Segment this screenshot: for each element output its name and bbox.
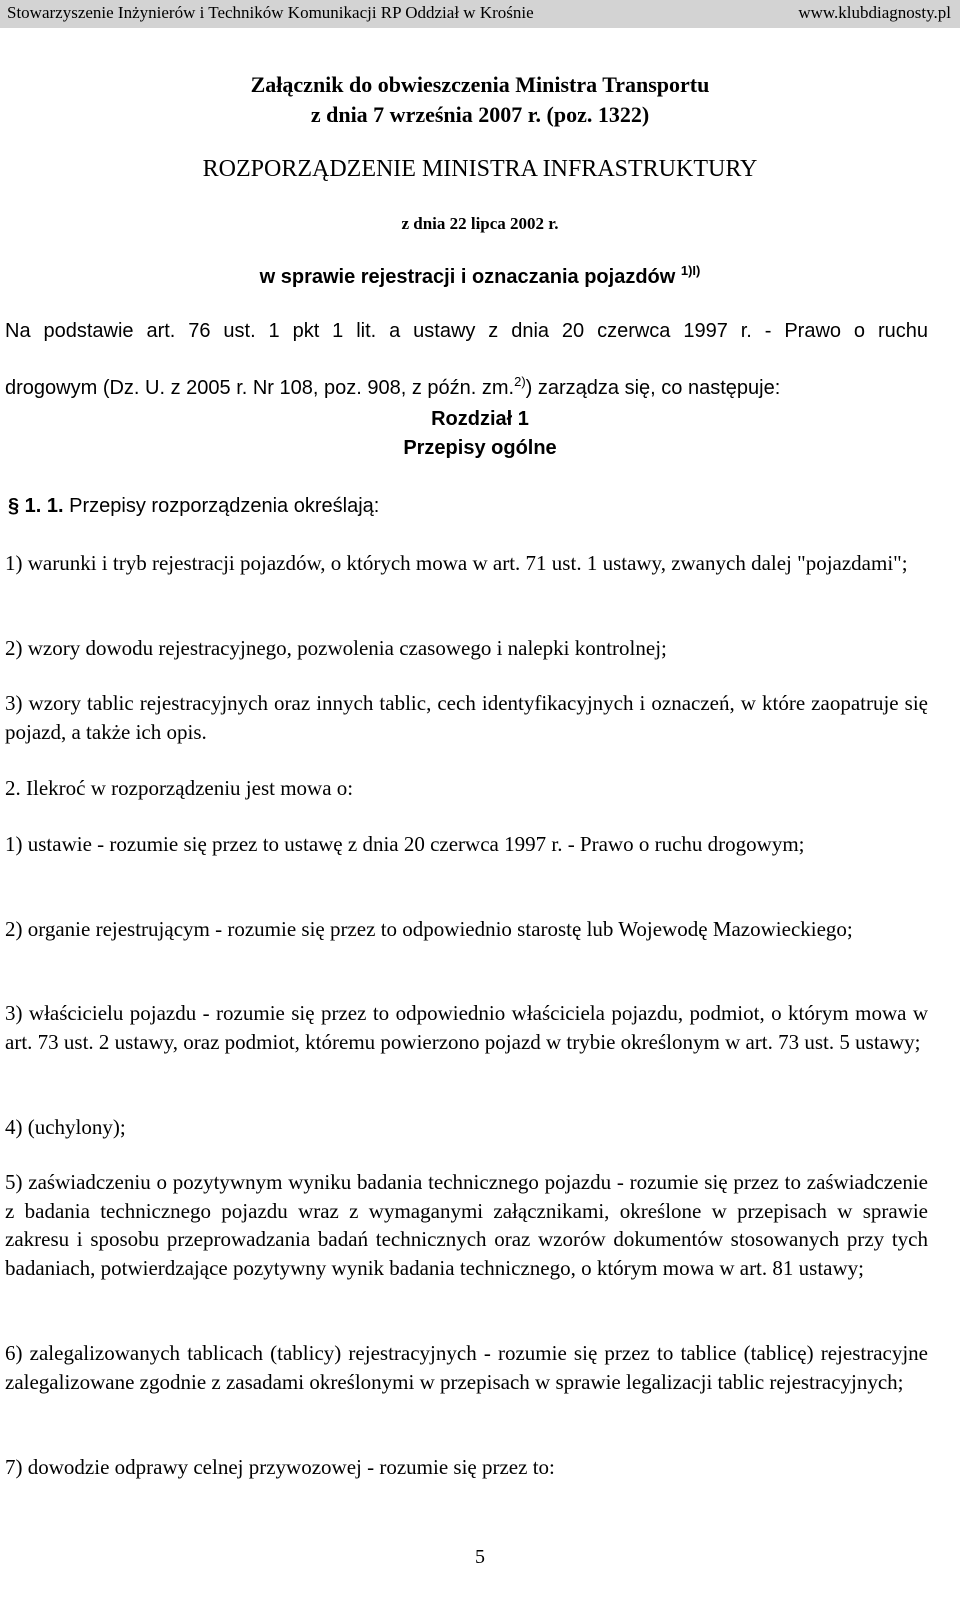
header-website: www.klubdiagnosty.pl xyxy=(798,3,951,22)
s2-item-7: 7) dowodzie odprawy celnej przywozowej - rozumie się przez to: xyxy=(5,1455,555,1479)
preamble-line1: Na podstawie art. 76 ust. 1 pkt 1 lit. a ustawy z dnia 20 czerwca 1997 r. - Prawo o ruchu xyxy=(5,320,928,342)
s2-item-3: 3) właścicielu pojazdu - rozumie się przez to odpowiednio właściciela pojazdu, podmiot, o którym mowa w art. 73 ust. 2 ustawy, oraz podmiot, któremu powierzono pojazd w trybie określonym w art. 73 ust. 5 ustawy; xyxy=(5,1001,928,1054)
section-1-text: Przepisy rozporządzenia określają: xyxy=(69,495,380,517)
s2-item-2: 2) organie rejestrującym - rozumie się przez to odpowiednio starostę lub Wojewodę Mazowieckiego; xyxy=(5,917,853,941)
annex-title-line1: Załącznik do obwieszczenia Ministra Transportu xyxy=(250,72,710,97)
section-1-label: § 1. 1. xyxy=(8,495,64,517)
s2-item-5: 5) zaświadczeniu o pozytywnym wyniku badania technicznego pojazdu - rozumie się przez to zaświadczenie z badania technicznego pojazdu wraz z wymaganymi załącznikami, określone w przepisach w sprawie zakresu i sposobu przeprowadzania badań technicznych oraz wzorów dokumentów stosowanych przy tych badaniach, potwierdzające pozytywny wynik badania technicznego, o którym mowa w art. 81 ustawy; xyxy=(5,1170,928,1280)
chapter-number: Rozdział 1 xyxy=(431,408,529,430)
regulation-subject xyxy=(0,263,960,291)
section-1-heading xyxy=(8,492,931,521)
s2-item-1: 1) ustawie - rozumie się przez to ustawę z dnia 20 czerwca 1997 r. - Prawo o ruchu drogowym; xyxy=(5,832,805,856)
page-number: 5 xyxy=(475,1546,485,1568)
regulation-title: ROZPORZĄDZENIE MINISTRA INFRASTRUKTURY xyxy=(202,156,758,182)
annex-title-line2: z dnia 7 września 2007 r. (poz. 1322) xyxy=(310,102,650,127)
s2-item-6: 6) zalegalizowanych tablicach (tablicy) rejestracyjnych - rozumie się przez to tablice (tablicę) rejestracyjne zalegalizowane zgodnie z zasadami określonymi w przepisach w sprawie legalizacji tablic rejestracyjnych; xyxy=(5,1341,928,1394)
header-organization: Stowarzyszenie Inżynierów i Techników Komunikacji RP Oddział w Krośnie xyxy=(7,3,534,22)
regulation-date: z dnia 22 lipca 2002 r. xyxy=(401,214,559,233)
preamble xyxy=(5,317,928,403)
regulation-subject-text: w sprawie rejestracji i oznaczania pojazdów xyxy=(259,266,676,288)
page-header xyxy=(0,0,960,28)
s1-item-1: 1) warunki i tryb rejestracji pojazdów, o których mowa w art. 71 ust. 1 ustawy, zwanych dalej "pojazdami"; xyxy=(5,551,908,575)
chapter-heading xyxy=(0,405,960,463)
preamble-line2: drogowym (Dz. U. z 2005 r. Nr 108, poz. 908, z późn. zm.$^{2)}$) zarządza się, co następuje: xyxy=(5,374,781,399)
annex-title xyxy=(0,70,960,130)
footnote-ref-2: 2) xyxy=(514,374,526,389)
s2-intro: 2. Ilekroć w rozporządzeniu jest mowa o: xyxy=(5,776,354,800)
s2-item-4: 4) (uchylony); xyxy=(5,1115,126,1139)
s1-item-3: 3) wzory tablic rejestracyjnych oraz innych tablic, cech identyfikacyjnych i oznaczeń, w które zaopatruje się pojazd, a także ich opis. xyxy=(5,691,928,744)
footnote-ref: 1)I) xyxy=(680,263,701,278)
chapter-name: Przepisy ogólne xyxy=(403,437,557,459)
s1-item-2: 2) wzory dowodu rejestracyjnego, pozwolenia czasowego i nalepki kontrolnej; xyxy=(5,636,667,660)
